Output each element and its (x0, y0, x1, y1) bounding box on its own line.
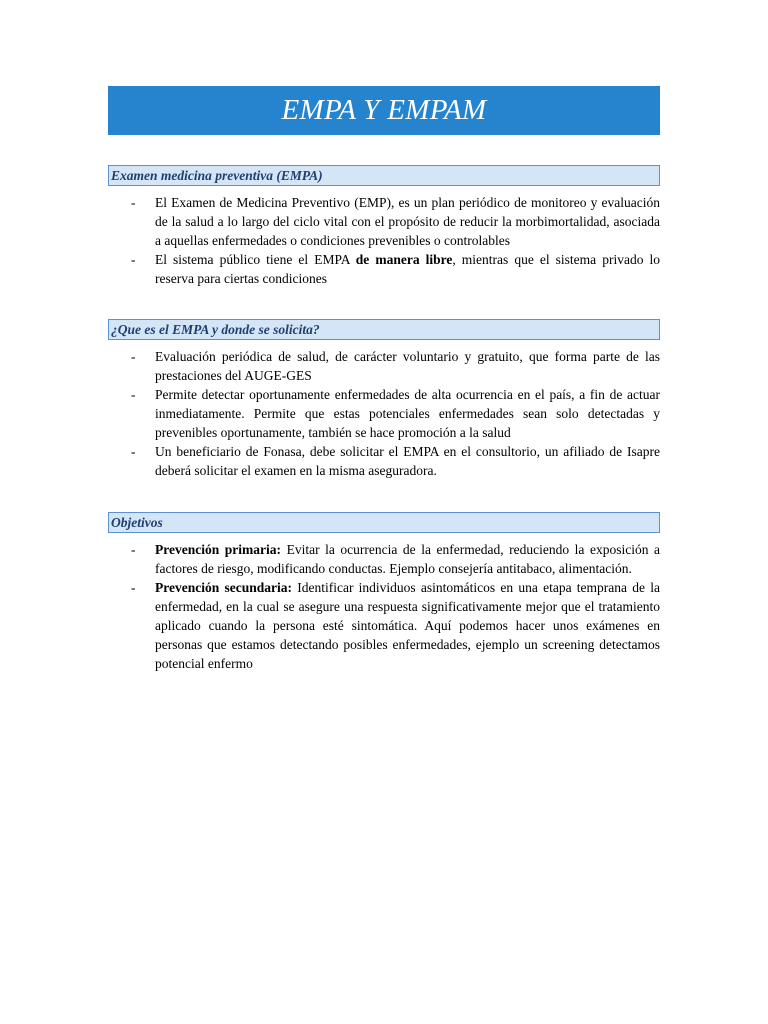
dash-bullet: - (131, 542, 136, 557)
dash-bullet: - (131, 252, 136, 267)
list-item-text: Permite detectar oportunamente enfermedades de alta ocurrencia en el país, a fin de actuar inmediatamente. Permite que estas potenciales enfermedades sean solo detectadas y prevenibles oportunamente, también se hace promoción a la salud (155, 387, 660, 440)
list-item-text-post: Evitar la ocurrencia de la enfermedad, reduciendo la exposición a factores de riesgo, modificando conductas. Ejemplo consejería antitabaco, alimentación. (155, 542, 660, 576)
list-item (108, 442, 660, 480)
list-item-text: El Examen de Medicina Preventivo (EMP), es un plan periódico de monitoreo y evaluación de la salud a lo largo del ciclo vital con el propósito de reducir la morbimortalidad, asociada a aquellas enfermedades o condiciones prevenibles o controlables (155, 195, 660, 248)
list-item-text-post: Identificar individuos asintomáticos en una etapa temprana de la enfermedad, en la cual se asegure una respuesta significativamente mejor que el tratamiento aplicado cuando la persona esté sintomática. Aquí podemos hacer unos exámenes en personas que estamos detectando posibles enfermedades, ejemplo un screening detectamos potencial enfermo (155, 580, 660, 671)
section-heading-objetivos: Objetivos (108, 512, 660, 533)
section-heading-empa: Examen medicina preventiva (EMPA) (108, 165, 660, 186)
list-item-text-bold: Prevención primaria: (155, 542, 282, 557)
document-page (108, 86, 660, 673)
section-list-que-es (108, 347, 660, 480)
dash-bullet: - (131, 444, 136, 459)
list-item-text-bold: de manera libre (355, 252, 453, 267)
document-title-bar (108, 86, 660, 135)
list-item (108, 385, 660, 442)
list-item-text-pre: El sistema público tiene el EMPA (155, 252, 356, 267)
list-item (108, 578, 660, 673)
document-title: EMPA Y EMPAM (281, 94, 487, 126)
section-list-objetivos (108, 540, 660, 673)
dash-bullet: - (131, 349, 136, 364)
list-item (108, 347, 660, 385)
list-item (108, 540, 660, 578)
list-item-text: Evaluación periódica de salud, de carácter voluntario y gratuito, que forma parte de las prestaciones del AUGE-GES (155, 349, 660, 383)
dash-bullet: - (131, 195, 136, 210)
list-item-text-bold: Prevención secundaria: (155, 580, 292, 595)
dash-bullet: - (131, 387, 136, 402)
list-item-text-post: , mientras que el sistema privado lo reserva para ciertas condiciones (155, 252, 660, 286)
section-heading-que-es: ¿Que es el EMPA y donde se solicita? (108, 319, 660, 340)
list-item-text: Un beneficiario de Fonasa, debe solicitar el EMPA en el consultorio, un afiliado de Isapre deberá solicitar el examen en la misma aseguradora. (155, 444, 660, 478)
section-list-empa (108, 193, 660, 288)
list-item (108, 250, 660, 288)
list-item (108, 193, 660, 250)
dash-bullet: - (131, 580, 136, 595)
